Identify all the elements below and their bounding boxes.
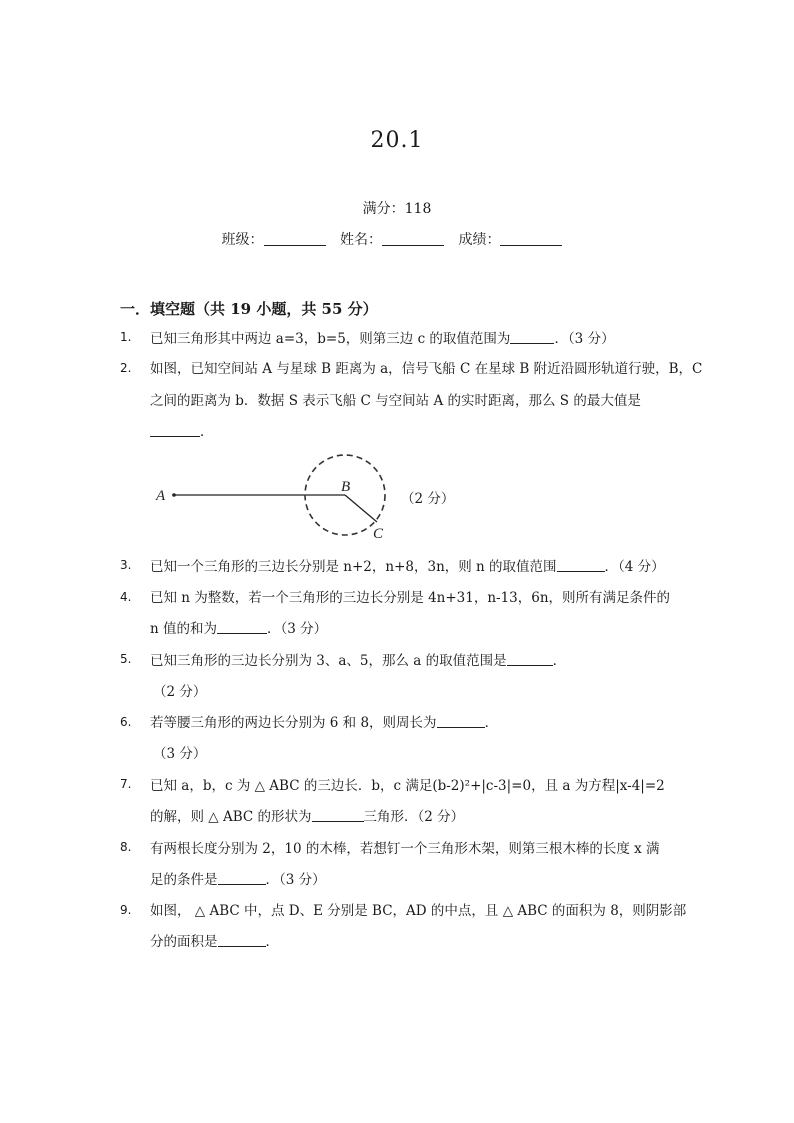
answer-blank[interactable] (218, 872, 266, 885)
question-text: ． (150, 420, 214, 440)
question-text: 如图，已知空间站 A 与星球 B 距离为 a，信号飞船 C 在星球 B 附近沿圆形轨道行驶，B，C (150, 361, 703, 377)
question-text: 的解，则 △ ABC 的形状为 三角形．（2 分） (150, 809, 465, 825)
label-a: A (156, 488, 166, 504)
student-info-line (0, 229, 794, 249)
question-text: 若等腰三角形的两边长分别为 6 和 8，则周长为 ． (150, 715, 499, 731)
point-a (172, 493, 176, 497)
class-label: 班级： (221, 232, 264, 248)
question-number: 6. (120, 715, 132, 729)
question-points: （3 分） (153, 746, 207, 762)
question-number: 4. (120, 590, 132, 604)
question-number: 2. (120, 361, 132, 375)
question-number: 8. (120, 840, 132, 854)
question-points: （2 分） (153, 684, 207, 700)
question-text: 已知 n 为整数，若一个三角形的三边长分别是 4n+31，n-13，6n，则所有满足条件的 (150, 590, 671, 606)
answer-blank[interactable] (557, 559, 605, 572)
grade-blank[interactable] (500, 231, 562, 246)
question-number: 9. (120, 903, 132, 917)
name-blank[interactable] (382, 231, 444, 246)
question-text: 已知三角形其中两边 a=3，b=5，则第三边 c 的取值范围为 ．（3 分） (150, 331, 615, 347)
segment-bc (345, 495, 377, 522)
question-text: 如图， △ ABC 中，点 D、E 分别是 BC，AD 的中点，且 △ ABC 的面积为 8，则阴影部 (150, 903, 687, 919)
question-text: 已知 a，b，c 为 △ ABC 的三边长．b，c 满足(b-2)²+|c-3|=0，且 a 为方程|x-4|=2 (150, 778, 665, 794)
label-c: C (373, 526, 384, 542)
answer-blank[interactable] (218, 934, 266, 947)
question-number: 5. (120, 652, 132, 666)
full-score: 满分：118 (362, 201, 432, 217)
question-number: 7. (120, 777, 132, 791)
question-text: 足的条件是 ．（3 分） (150, 872, 326, 888)
answer-blank[interactable] (217, 621, 267, 634)
question-text: 已知一个三角形的三边长分别是 n+2，n+8，3n，则 n 的取值范围 ．（4 分） (150, 559, 665, 575)
answer-blank[interactable] (437, 715, 485, 728)
question-text: 已知三角形的三边长分别为 3、a、5，那么 a 的取值范围是 ． (150, 653, 567, 669)
question-text: n 值的和为 ．（3 分） (150, 621, 328, 637)
name-label: 姓名： (340, 232, 382, 248)
space-station-diagram (150, 450, 410, 550)
question-points: （2 分） (401, 491, 455, 507)
class-blank[interactable] (264, 231, 326, 246)
answer-blank[interactable] (510, 331, 554, 344)
answer-blank[interactable] (312, 809, 364, 822)
question-number: 3. (120, 558, 132, 572)
label-b: B (341, 479, 351, 495)
grade-label: 成绩： (458, 232, 501, 248)
question-text: 有两根长度分别为 2，10 的木棒，若想钉一个三角形木架，则第三根木棒的长度 x 满 (150, 841, 660, 857)
answer-blank[interactable] (150, 424, 200, 437)
question-text: 分的面积是 ． (150, 934, 279, 950)
answer-blank[interactable] (507, 653, 553, 666)
section-heading: 一．填空题（共 19 小题，共 55 分） (120, 300, 378, 318)
question-text: 之间的距离为 b．数据 S 表示飞船 C 与空间站 A 的实时距离，那么 S 的最大值是 (150, 393, 641, 409)
question-number: 1. (120, 330, 132, 344)
page-title: 20.1 (370, 128, 424, 153)
